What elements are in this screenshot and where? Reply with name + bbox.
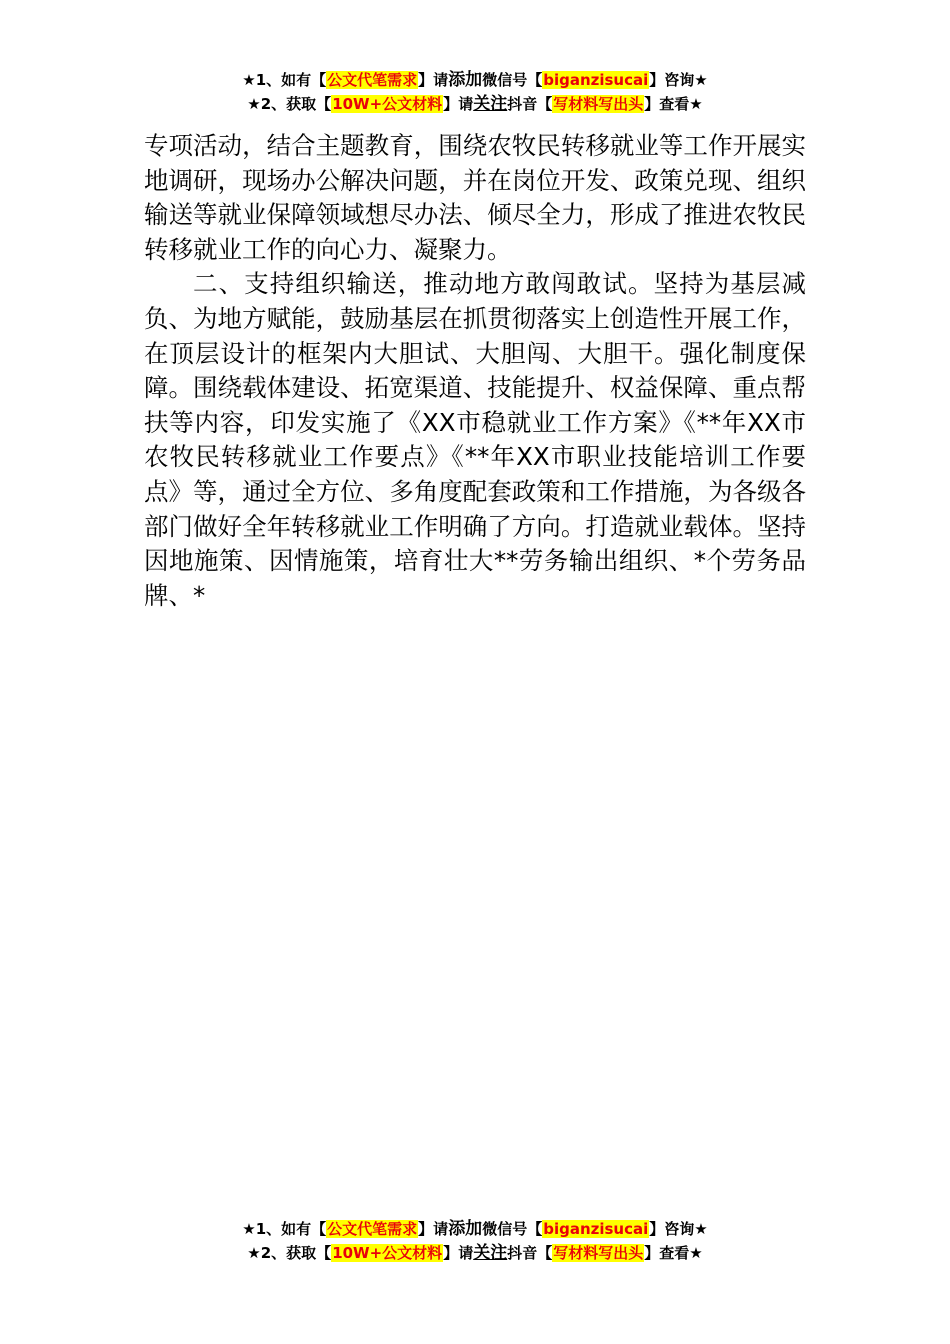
highlight-wechat-id: biganzisucai [543,71,649,89]
paragraph-2: 二、支持组织输送，推动地方敢闯敢试。坚持为基层减负、为地方赋能，鼓励基层在抓贯彻落实上创造性开展工作，在顶层设计的框架内大胆试、大胆闯、大胆干。强化制度保障。围绕载体建设、拓宽渠道、技能提升、权益保障、重点帮扶等内容，印发实施了《XX市稳就业工作方案》《**年XX市农牧民转移就业工作要点》《**年XX市职业技能培训工作要点》等，通过全方位、多角度配套政策和工作措施，为各级各部门做好全年转移就业工作明确了方向。打造就业载体。坚持因地施策、因情施策，培育壮大**劳务输出组织、*个劳务品牌、* [144,269,806,610]
highlight-service: 公文代笔需求 [327,1220,418,1238]
banner-text: 】请 [443,95,474,113]
banner-emphasis: 添加 [448,1219,483,1239]
banner-emphasis: 关注 [473,94,508,114]
star-icon: ★ [247,95,261,113]
banner-text: 2、获取【 [260,1244,332,1262]
star-icon: ★ [694,1220,708,1238]
banner-line-2 [0,1241,950,1265]
banner-text: 抖音【 [507,1244,553,1262]
banner-text: 】查看 [644,95,690,113]
highlight-douyin-account: 写材料写出头 [553,95,644,113]
document-body [144,129,806,613]
star-icon: ★ [242,1220,256,1238]
star-icon: ★ [694,71,708,89]
highlight-douyin-account: 写材料写出头 [553,1244,644,1262]
header-banner [0,68,950,116]
banner-text: 】请 [418,71,449,89]
banner-text: 微信号【 [482,71,543,89]
banner-text: 1、如有【 [255,1220,327,1238]
banner-text: 】咨询 [649,71,695,89]
highlight-materials: 10W+公文材料 [332,95,443,113]
highlight-materials: 10W+公文材料 [332,1244,443,1262]
banner-text: 1、如有【 [255,71,327,89]
banner-text: 抖音【 [507,95,553,113]
banner-text: 微信号【 [482,1220,543,1238]
banner-text: 】咨询 [649,1220,695,1238]
highlight-wechat-id: biganzisucai [543,1220,649,1238]
star-icon: ★ [247,1244,261,1262]
banner-text: 】查看 [644,1244,690,1262]
star-icon: ★ [242,71,256,89]
banner-line-1 [0,68,950,92]
paragraph-1: 专项活动，结合主题教育，围绕农牧民转移就业等工作开展实地调研，现场办公解决问题，并在岗位开发、政策兑现、组织输送等就业保障领域想尽办法、倾尽全力，形成了推进农牧民转移就业工作的向心力、凝聚力。 [144,131,806,264]
banner-emphasis: 关注 [473,1243,508,1263]
banner-line-2 [0,92,950,116]
banner-emphasis: 添加 [448,70,483,90]
highlight-service: 公文代笔需求 [327,71,418,89]
footer-banner [0,1217,950,1265]
banner-text: 】请 [443,1244,474,1262]
banner-line-1 [0,1217,950,1241]
star-icon: ★ [689,1244,703,1262]
star-icon: ★ [689,95,703,113]
banner-text: 2、获取【 [260,95,332,113]
banner-text: 】请 [418,1220,449,1238]
